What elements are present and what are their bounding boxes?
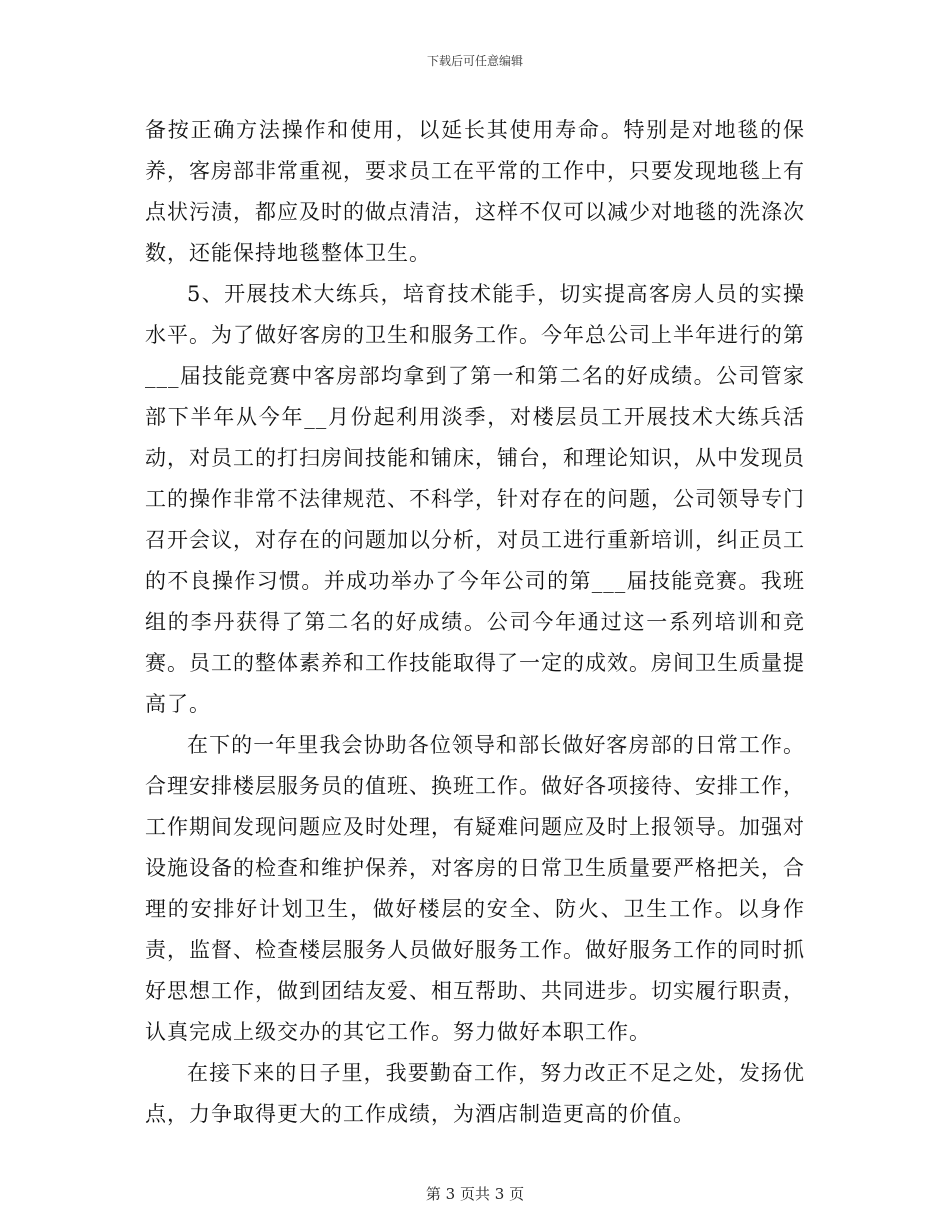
paragraph-next-year-plan: 在下的一年里我会协助各位领导和部长做好客房部的日常工作。合理安排楼层服务员的值班、换班工作。做好各项接待、安排工作，工作期间发现问题应及时处理，有疑难问题应及时上报领导。加强对设施设备的检查和维护保养，对客房的日常卫生质量要严格把关，合理的安排好计划卫生，做好楼层的安全、防火、卫生工作。以身作责，监督、检查楼层服务人员做好服务工作。做好服务工作的同时抓好思想工作，做到团结友爱、相互帮助、共同进步。切实履行职责，认真完成上级交办的其它工作。努力做好本职工作。 xyxy=(145,733,805,1044)
page-header: 下载后可任意编辑 xyxy=(426,54,523,68)
paragraph-continuation: 备按正确方法操作和使用，以延长其使用寿命。特别是对地毯的保养，客房部非常重视，要求员工在平常的工作中，只要发现地毯上有点状污渍，都应及时的做点清洁，这样不仅可以减少对地毯的洗涤次数，还能保持地毯整体卫生。 xyxy=(145,118,805,265)
page-number-footer: 第 3 页共 3 页 xyxy=(425,1185,525,1203)
document-body xyxy=(145,110,805,1135)
paragraph-skills-training: 5、开展技术大练兵，培育技术能手，切实提高客房人员的实操水平。为了做好客房的卫生和服务工作。今年总公司上半年进行的第___届技能竞赛中客房部均拿到了第一和第二名的好成绩。公司管家部下半年从今年__月份起利用淡季，对楼层员工开展技术大练兵活动，对员工的打扫房间技能和铺床，铺台，和理论知识，从中发现员工的操作非常不法律规范、不科学，针对存在的问题，公司领导专门召开会议，对存在的问题加以分析，对员工进行重新培训，纠正员工的不良操作习惯。并成功举办了今年公司的第___届技能竞赛。我班组的李丹获得了第二名的好成绩。公司今年通过这一系列培训和竞赛。员工的整体素养和工作技能取得了一定的成效。房间卫生质量提高了。 xyxy=(145,282,805,716)
paragraph-conclusion: 在接下来的日子里，我要勤奋工作，努力改正不足之处，发扬优点，力争取得更大的工作成绩，为酒店制造更高的价值。 xyxy=(145,1061,805,1126)
